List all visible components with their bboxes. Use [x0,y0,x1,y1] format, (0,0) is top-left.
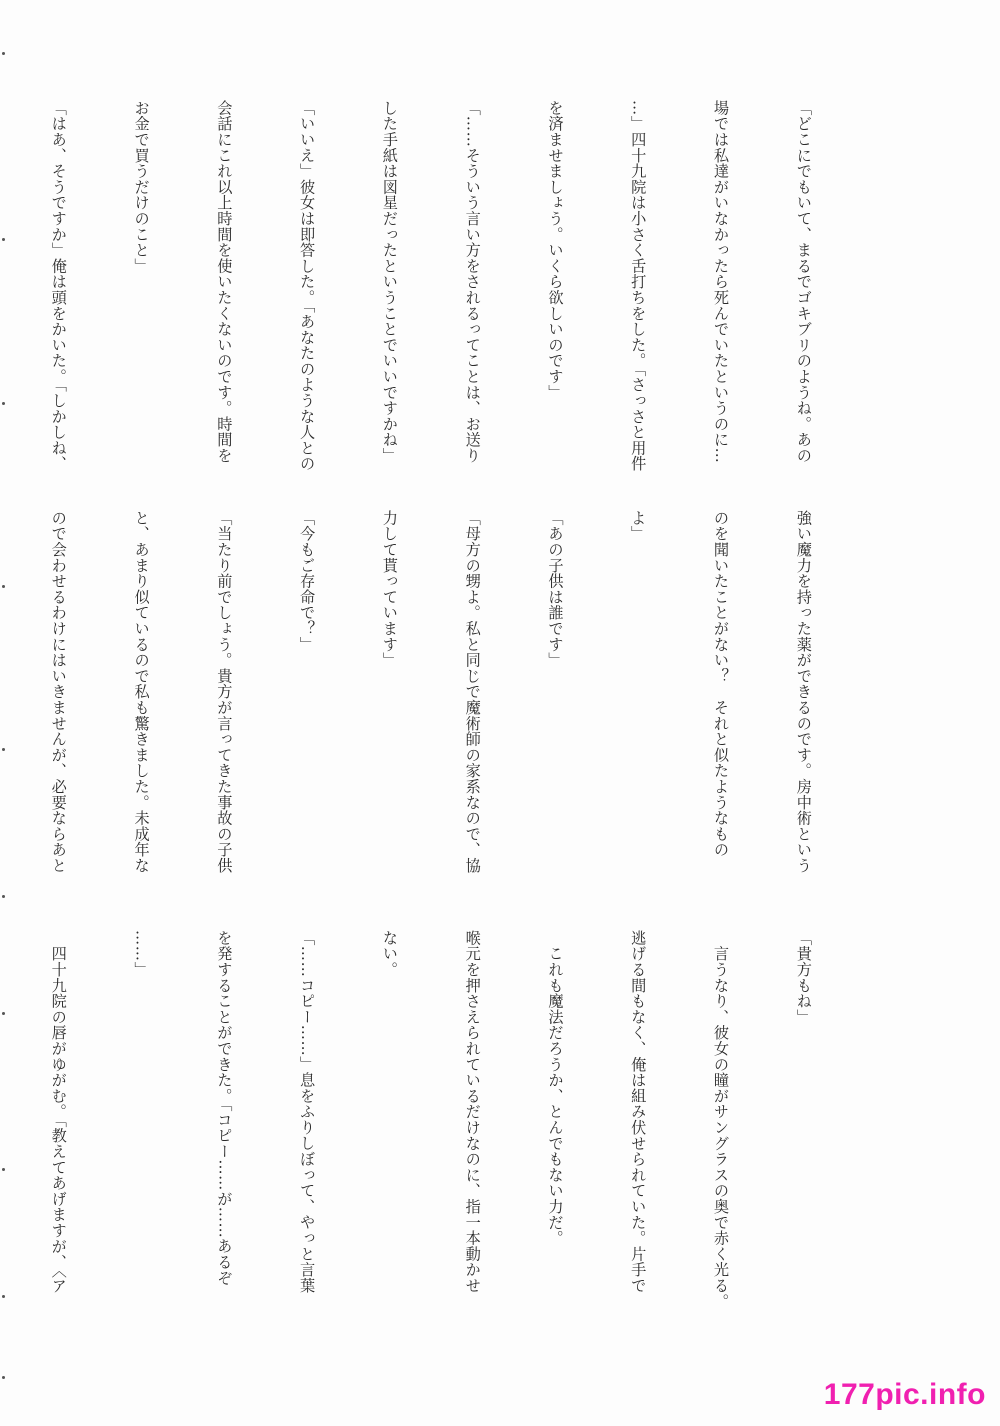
text-line: ので会わせるわけにはいきませんが、必要ならあと [49,510,68,874]
text-line: 「……コピー……」息をふりしぼって、やっと言葉 [298,930,317,1294]
text-line: 「いいえ」彼女は即答した。「あなたのような人との [298,100,317,472]
text-line: お金で買うだけのこと」 [132,100,151,274]
scan-dot [2,1168,5,1171]
scan-dot [2,1376,5,1379]
text-block-middle [49,510,872,900]
text-line: ない。 [380,930,399,978]
scan-dot [2,238,5,241]
scan-dot [2,52,5,55]
text-line: 「どこにでもいて、まるでゴキブリのようね。あの [794,100,813,464]
scan-dot [2,748,5,751]
text-line: 力して貰っています」 [380,510,399,668]
text-line: 「今もご存命で？」 [298,510,317,653]
text-line: これも魔法だろうか、とんでもない力だ。 [546,930,565,1246]
scan-dot [2,402,5,405]
text-block-bottom [49,930,872,1320]
text-line: 「はあ、そうですか」俺は頭をかいた。「しかしね、 [49,100,68,472]
site-watermark: 177pic.info [823,1378,986,1411]
text-line: 逃げる間もなく、俺は組み伏せられていた。片手で [629,930,648,1294]
text-line: 場では私達がいなかったら死んでいたというのに… [712,100,731,464]
scan-dot [2,1295,5,1298]
text-line: 「……そういう言い方をされるってことは、お送り [463,100,482,464]
text-line: 喉元を押さえられているだけなのに、指一本動かせ [463,930,482,1294]
text-line: 「当たり前でしょう。貴方が言ってきた事故の子供 [215,510,234,874]
scan-dot [2,1012,5,1015]
text-line: を発することができた。「コピー……が……あるぞ [215,930,234,1286]
text-line: 会話にこれ以上時間を使いたくないのです。時間を [215,100,234,464]
text-line: と、あまり似ているので私も驚きました。未成年な [132,510,151,874]
text-line: ……」 [132,930,151,978]
text-line: のを聞いたことがない？ それと似たようなもの [712,510,731,858]
text-line: 強い魔力を持った薬ができるのです。房中術という [794,510,813,874]
text-line: 「貴方もね」 [794,930,813,1025]
text-line: …」四十九院は小さく舌打ちをした。「さっさと用件 [629,100,648,472]
text-line: した手紙は図星だったということでいいですかね」 [380,100,399,464]
scan-dot [2,895,5,898]
text-line: よ」 [629,510,648,542]
text-line: 言うなり、彼女の瞳がサングラスの奥で赤く光る。 [712,930,731,1310]
text-line: を済ませましょう。いくら欲しいのです」 [546,100,565,401]
scan-edge-marks [2,0,10,1426]
text-line: 「あの子供は誰です」 [546,510,565,668]
scan-dot [2,585,5,588]
text-line: 四十九院の唇がゆがむ。「教えてあげますが、〈ア [49,930,68,1294]
text-block-top [49,100,872,498]
text-line: 「母方の甥よ。私と同じで魔術師の家系なので、協 [463,510,482,874]
